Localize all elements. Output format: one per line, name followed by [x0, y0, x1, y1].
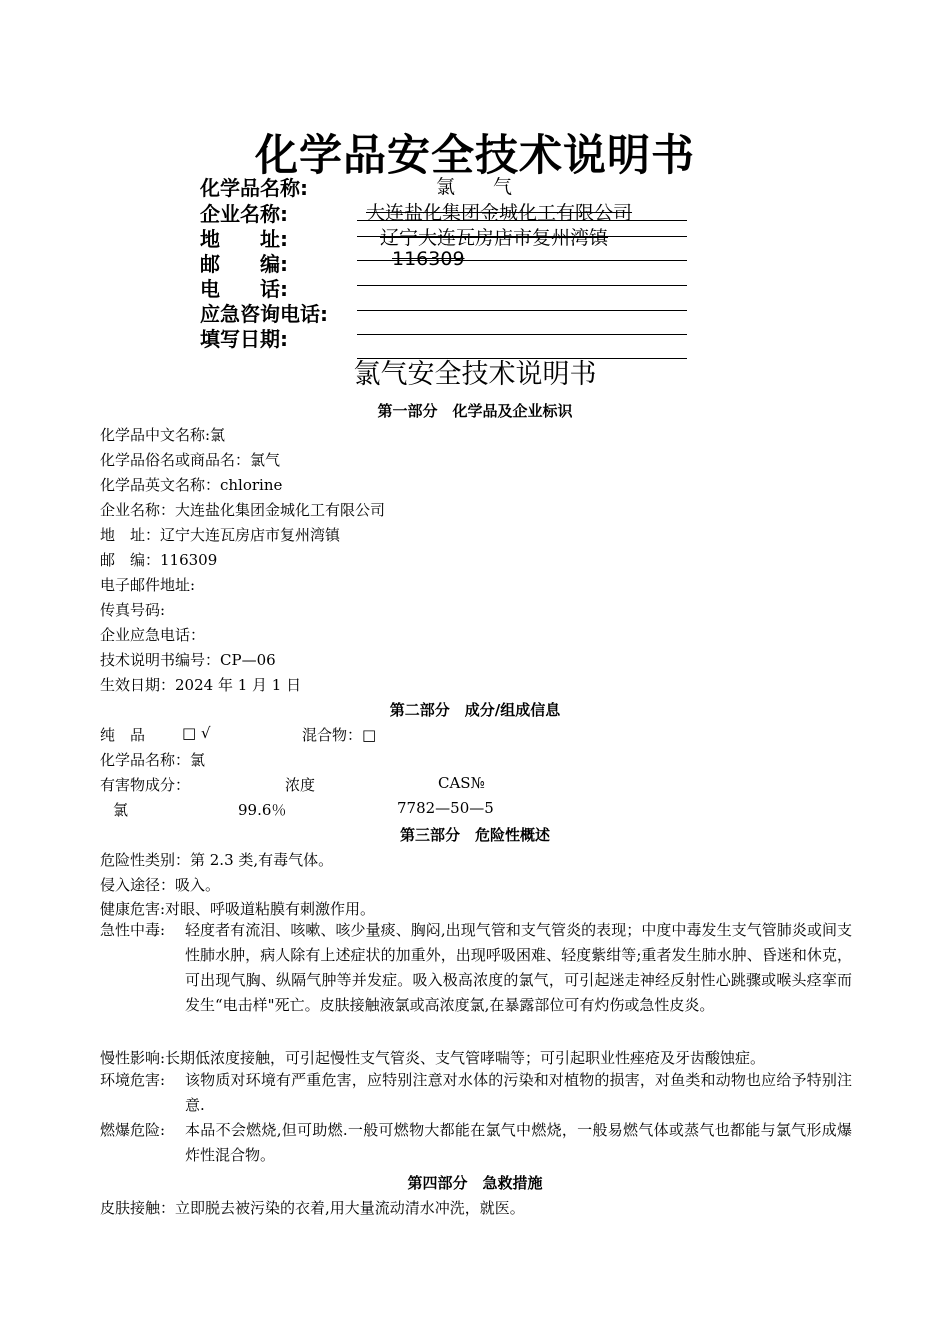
cover-line-company: [357, 220, 687, 221]
cover-title: 化学品安全技术说明书: [255, 131, 695, 181]
fire-explosion-label: 燃爆危险:: [100, 1121, 166, 1139]
cover-label-postcode: 邮 编:: [200, 252, 288, 276]
part1-line: 传真号码:: [100, 601, 166, 619]
acute-poisoning-text: 轻度者有流泪、咳嗽、咳少量痰、胸闷,出现气管和支气管炎的表现；中度中毒发生支气管肺炎或间支性肺水肿，病人除有上述症状的加重外，出现呼吸困难、轻度紫绀等;重者发生肺水肿、昏迷和休克，可出现气胸、纵隔气肿等并发症。吸入极高浓度的氯气，可引起迷走神经反射性心跳骤或喉头痉挛而发生“电击样"死亡。皮肤接触液氯或高浓度氯,在暴露部位可有灼伤或急性皮炎。: [185, 921, 852, 1014]
cover-value-postcode: 116309: [392, 248, 465, 270]
cover-line-fill-date: [357, 334, 687, 335]
component-header: 有害物成分：: [100, 776, 191, 794]
cover-label-fill-date: 填写日期:: [200, 327, 288, 351]
cover-line-emergency-phone: [357, 310, 687, 311]
mixture-checkbox: 混合物：□: [302, 726, 377, 744]
part4-heading: 第四部分 急救措施: [407, 1174, 543, 1192]
skin-contact: 皮肤接触：立即脱去被污染的衣着,用大量流动清水冲洗，就医。: [100, 1199, 525, 1217]
cover-line-phone: [357, 285, 687, 286]
part1-line: 地 址：辽宁大连瓦房店市复州湾镇: [100, 526, 341, 544]
part1-line: 生效日期：2024 年 1 月 1 日: [100, 676, 302, 694]
cover-line-address: [357, 236, 687, 237]
part1-line: 邮 编：116309: [100, 551, 218, 569]
environment-hazard-text: 该物质对环境有严重危害，应特别注意对水体的污染和对植物的损害，对鱼类和动物也应给予特别注意.: [185, 1071, 852, 1114]
concentration-header: 浓度: [285, 776, 316, 794]
chronic-effects: 慢性影响:长期低浓度接触，可引起慢性支气管炎、支气管哮喘等；可引起职业性痤疮及牙齿酸蚀症。: [100, 1049, 766, 1067]
part1-line: 企业名称：大连盐化集团金城化工有限公司: [100, 501, 386, 519]
cover-label-emergency-phone: 应急咨询电话:: [200, 302, 328, 326]
health-hazard: 健康危害:对眼、呼吸道粘膜有刺激作用。: [100, 900, 376, 918]
component-name-cell: 氯: [113, 801, 129, 819]
part1-line: 电子邮件地址:: [100, 576, 196, 594]
hazard-class: 危险性类别：第 2.3 类,有毒气体。: [100, 851, 334, 869]
pure-label: 纯 品: [100, 726, 146, 744]
exposure-route: 侵入途径：吸入。: [100, 876, 221, 894]
fire-explosion-text: 本品不会燃烧,但可助燃.一般可燃物大都能在氯气中燃烧，一般易燃气体或蒸气也都能与氯气形成爆炸性混合物。: [185, 1121, 852, 1164]
cover-label-company: 企业名称:: [200, 202, 288, 226]
cover-value-address: 辽宁大连瓦房店市复州湾镇: [380, 227, 609, 249]
cas-cell: 7782—50—5: [397, 799, 494, 817]
pure-checkbox-mark: □ √: [182, 724, 211, 742]
fire-explosion-paragraph: [100, 1118, 852, 1168]
part1-line: 技术说明书编号：CP—06: [100, 651, 276, 669]
composition-chem-name: 化学品名称：氯: [100, 751, 206, 769]
cover-label-address: 地 址:: [200, 227, 288, 251]
cover-value-company: 大连盐化集团金城化工有限公司: [366, 202, 633, 224]
environment-hazard-label: 环境危害:: [100, 1071, 166, 1089]
cover-label-phone: 电 话:: [200, 277, 288, 301]
acute-poisoning-label: 急性中毒:: [100, 921, 166, 939]
part1-line: 企业应急电话：: [100, 626, 206, 644]
part2-heading: 第二部分 成分/组成信息: [389, 701, 561, 719]
part1-line: 化学品俗名或商品名：氯气: [100, 451, 281, 469]
cover-label-chemical-name: 化学品名称:: [200, 176, 308, 200]
part1-heading: 第一部分 化学品及企业标识: [377, 402, 573, 420]
cas-header: CAS№: [438, 774, 485, 792]
cover-line-postcode: [357, 260, 687, 261]
part1-line: 化学品英文名称：chlorine: [100, 476, 283, 494]
concentration-cell: 99.6％: [238, 801, 287, 819]
part3-heading: 第三部分 危险性概述: [399, 826, 550, 844]
part1-line: 化学品中文名称:氯: [100, 426, 226, 444]
acute-poisoning-paragraph: [100, 918, 852, 1018]
document-title: 氯气安全技术说明书: [353, 359, 597, 390]
environment-hazard-paragraph: [100, 1068, 852, 1118]
cover-value-chemical-name: 氯 气: [436, 176, 513, 198]
